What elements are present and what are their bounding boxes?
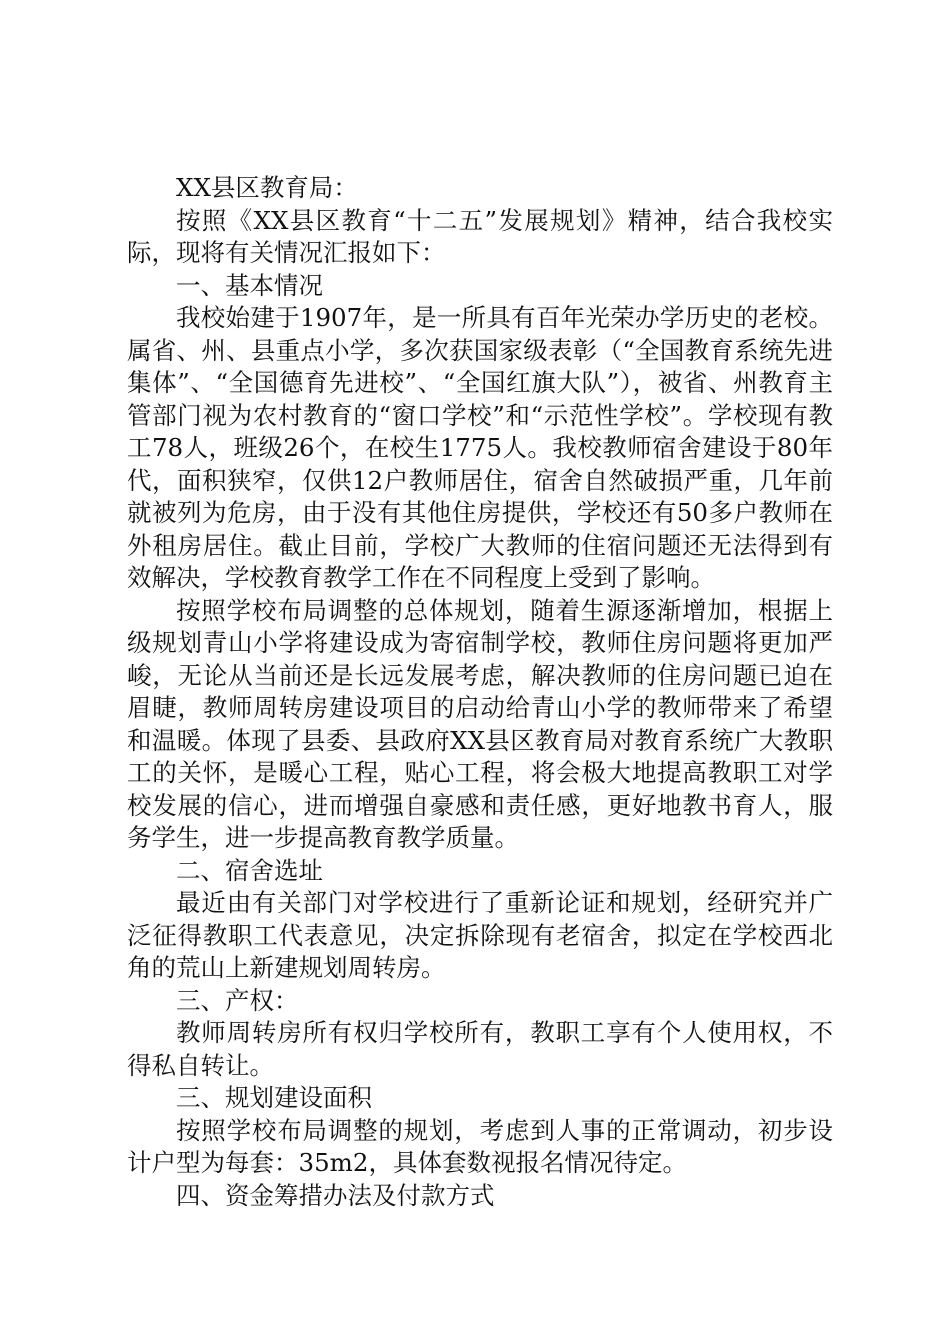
paragraph-basic-situation: 我校始建于1907年，是一所具有百年光荣办学历史的老校。属省、州、县重点小学，多次获国家级表彰（“全国教育系统先进集体”、“全国德育先进校”、“全国红旗大队”），被省、州教育主管部门视为农村教育的“窗口学校”和“示范性学校”。学校现有教工78人，班级26个，在校生1775人。我校教师宿舍建设于80年代，面积狭窄，仅供12户教师居住，宿舍自然破损严重，几年前就被列为危房，由于没有其他住房提供，学校还有50多户教师在外租房居住。截止目前，学校广大教师的住宿问题还无法得到有效解决，学校教育教学工作在不同程度上受到了影响。 <box>127 303 833 592</box>
heading-funding: 四、资金筹措办法及付款方式 <box>176 1180 495 1210</box>
salutation: XX县区教育局： <box>176 173 358 202</box>
paragraph-property-rights: 教师周转房所有权归学校所有，教职工享有个人使用权，不得私自转让。 <box>127 1018 833 1080</box>
paragraph-construction-area: 按照学校布局调整的规划，考虑到人事的正常调动，初步设计户型为每套：35m2，具体套数视报名情况待定。 <box>127 1115 833 1177</box>
paragraph-site-selection: 最近由有关部门对学校进行了重新论证和规划，经研究并广泛征得教职工代表意见，决定拆除现有老宿舍，拟定在学校西北角的荒山上新建规划周转房。 <box>127 888 833 982</box>
heading-property-rights: 三、产权： <box>176 985 299 1015</box>
paragraph-intro: 按照《XX县区教育“十二五”发展规划》精神，结合我校实际，现将有关情况汇报如下： <box>127 205 833 267</box>
heading-basic-situation: 一、基本情况 <box>176 270 323 300</box>
paragraph-planning: 按照学校布局调整的总体规划，随着生源逐渐增加，根据上级规划青山小学将建设成为寄宿制学校，教师住房问题将更加严峻，无论从当前还是长远发展考虑，解决教师的住房问题已迫在眉睫，教师周转房建设项目的启动给青山小学的教师带来了希望和温暖。体现了县委、县政府XX县区教育局对教育系统广大教职工的关怀，是暖心工程，贴心工程，将会极大地提高教职工对学校发展的信心，进而增强自豪感和责任感，更好地教书育人，服务学生，进一步提高教育教学质量。 <box>127 595 833 852</box>
heading-site-selection: 二、宿舍选址 <box>176 855 323 885</box>
document-body <box>127 172 833 1212</box>
heading-construction-area: 三、规划建设面积 <box>176 1083 372 1112</box>
